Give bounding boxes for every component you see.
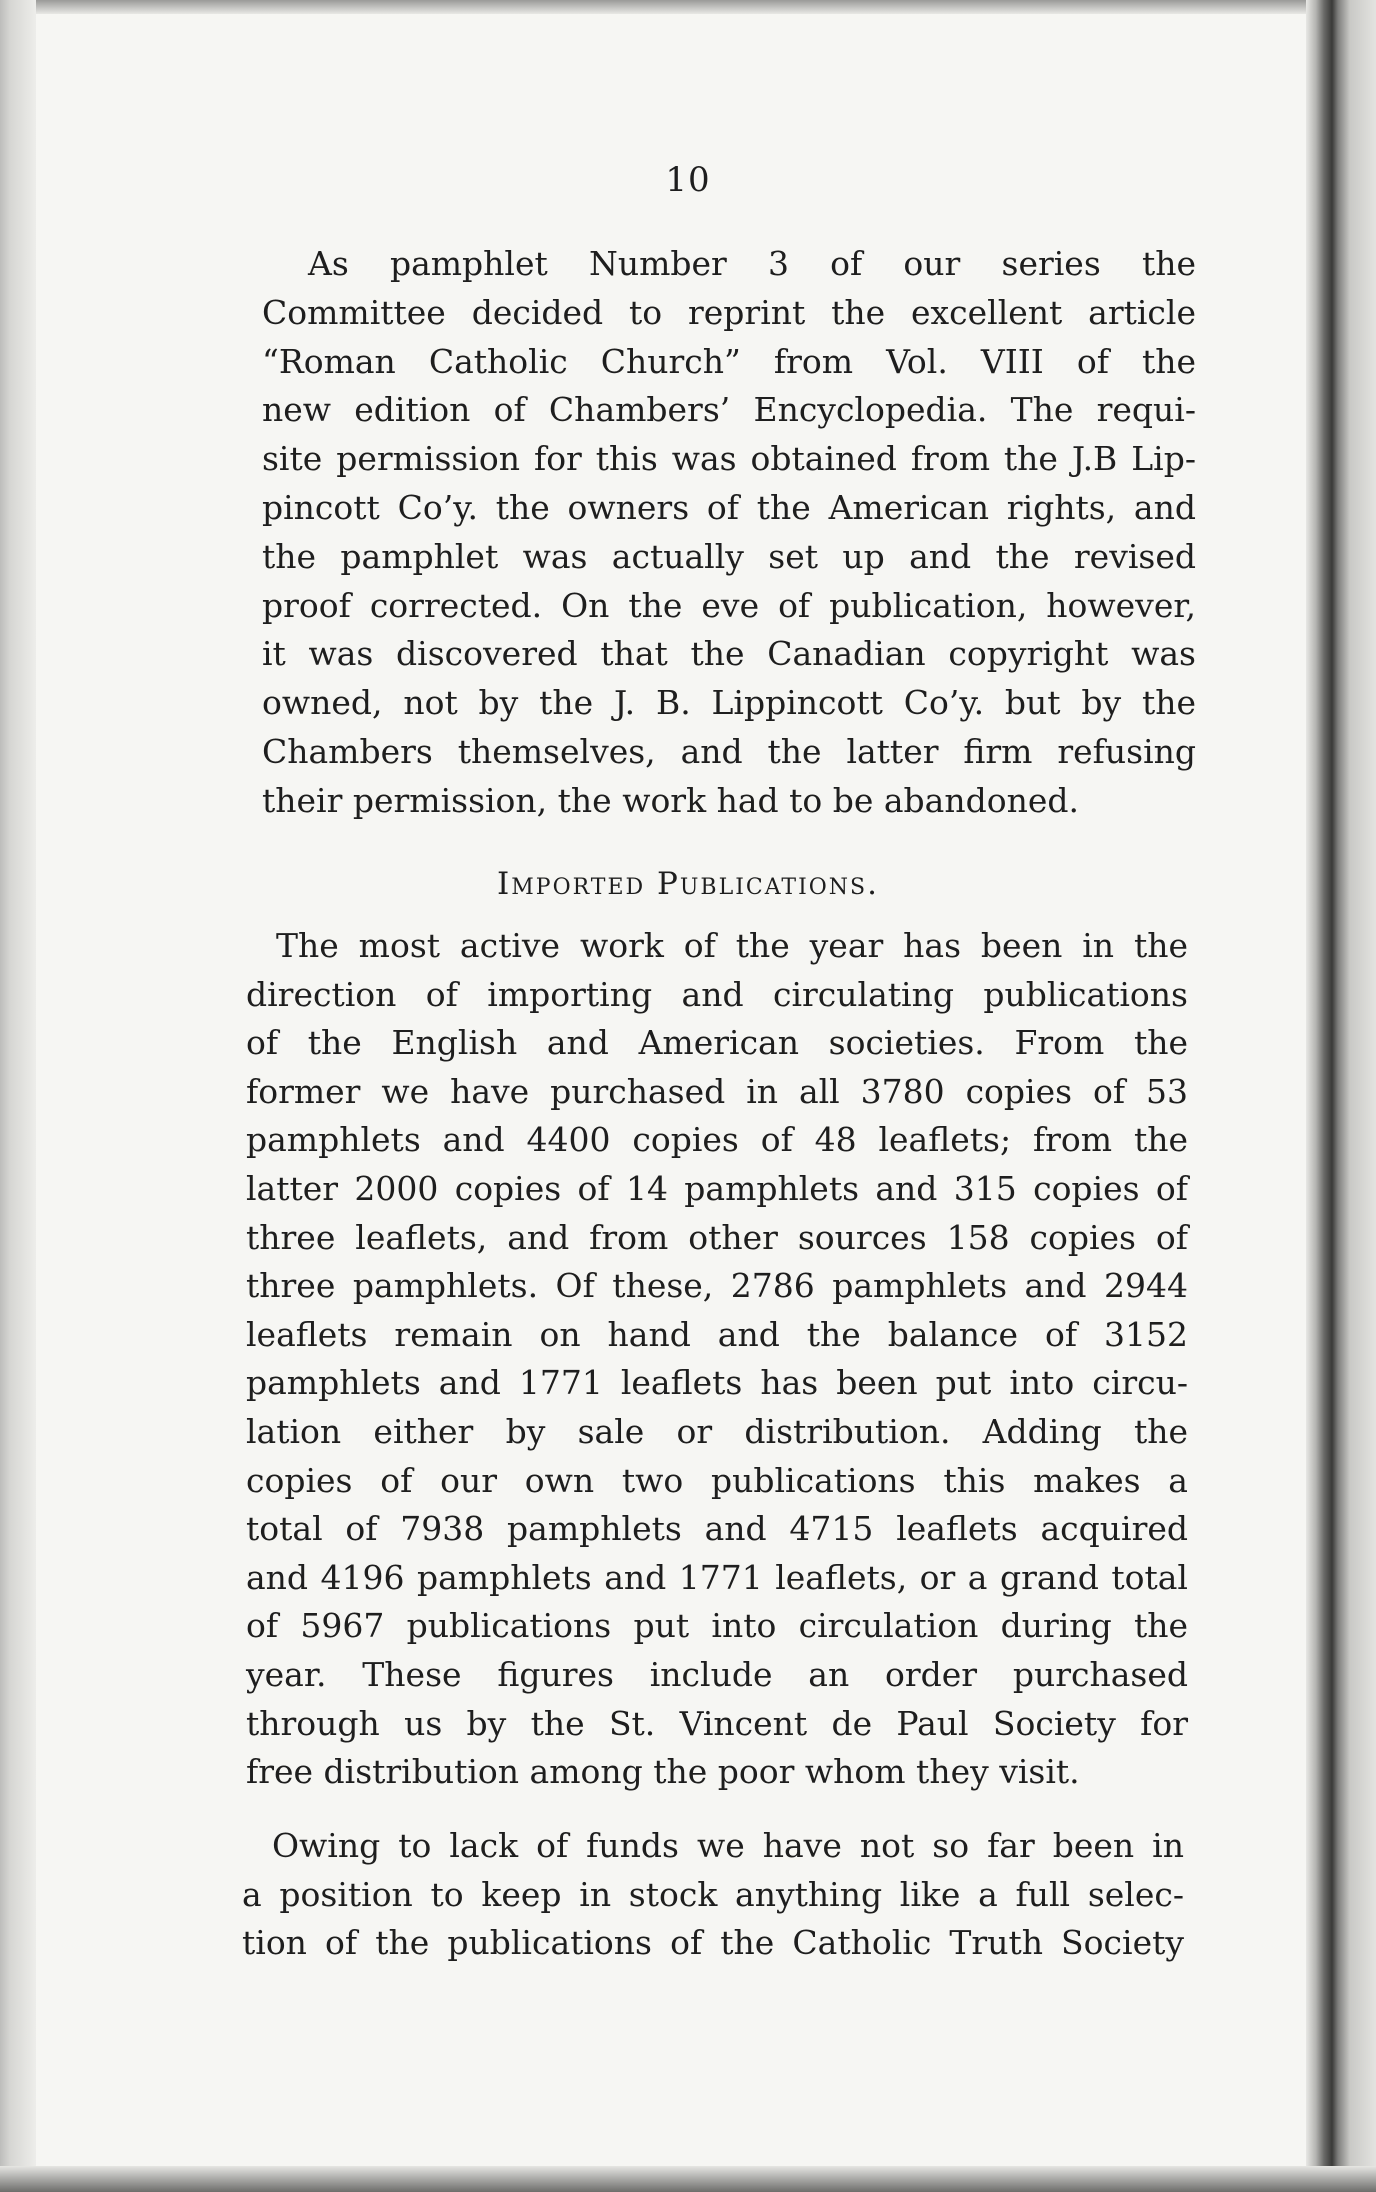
text-line: it was discovered that the Canadian copyright was	[262, 634, 1196, 674]
text-line: lation either by sale or distribution. Adding the	[246, 1412, 1188, 1451]
text-line: of the English and American societies. From the	[246, 1023, 1188, 1063]
text-line: tion of the publications of the Catholic Truth Society	[242, 1923, 1184, 1962]
text-line: The most active work of the year has been in the	[276, 926, 1188, 965]
text-line: a position to keep in stock anything like a full selec-	[242, 1874, 1184, 1914]
text-line: latter 2000 copies of 14 pamphlets and 315 copies of	[246, 1169, 1188, 1208]
page-number: 10	[665, 160, 711, 200]
page-binding-edge	[1306, 0, 1376, 2192]
text-line: year. These figures include an order purchased	[246, 1655, 1188, 1694]
text-line: Chambers themselves, and the latter firm refusing	[262, 732, 1196, 771]
text-line: free distribution among the poor whom they visit.	[246, 1752, 1080, 1792]
page-top-edge	[0, 0, 1376, 14]
text-line: their permission, the work had to be abandoned.	[262, 780, 1079, 820]
text-line: site permission for this was obtained from the J.B Lip-	[262, 439, 1196, 479]
text-line: of 5967 publications put into circulation during the	[246, 1606, 1188, 1646]
text-line: total of 7938 pamphlets and 4715 leaflets acquired	[246, 1509, 1188, 1549]
text-line: pamphlets and 4400 copies of 48 leaflets; from the	[246, 1120, 1188, 1160]
page-left-edge	[0, 0, 36, 2192]
text-line: three pamphlets. Of these, 2786 pamphlets and 2944	[246, 1266, 1188, 1306]
text-line: pamphlets and 1771 leaflets has been put into circu-	[246, 1363, 1188, 1403]
text-line: pincott Co’y. the owners of the American rights, and	[262, 488, 1196, 527]
text-line: through us by the St. Vincent de Paul Society for	[246, 1703, 1188, 1743]
text-line: copies of our own two publications this makes a	[246, 1460, 1188, 1500]
text-line: Owing to lack of funds we have not so far been in	[272, 1826, 1184, 1865]
text-line: owned, not by the J. B. Lippincott Co’y. but by the	[262, 683, 1196, 723]
text-line: proof corrected. On the eve of publication, however,	[262, 585, 1196, 625]
page-bottom-edge	[0, 2166, 1376, 2192]
text-line: Committee decided to reprint the excellent article	[262, 292, 1196, 332]
text-line: new edition of Chambers’ Encyclopedia. The requi-	[262, 390, 1196, 430]
text-line: “Roman Catholic Church” from Vol. VIII of the	[262, 341, 1196, 381]
section-heading: Imported Publications.	[497, 866, 879, 902]
text-line: direction of importing and circulating publications	[246, 974, 1188, 1014]
text-line: As pamphlet Number 3 of our series the	[308, 244, 1196, 283]
text-line: leaflets remain on hand and the balance of 3152	[246, 1314, 1188, 1354]
text-line: former we have purchased in all 3780 copies of 53	[246, 1071, 1188, 1111]
text-line: the pamphlet was actually set up and the revised	[262, 536, 1196, 576]
text-line: three leaflets, and from other sources 158 copies of	[246, 1217, 1188, 1257]
text-line: and 4196 pamphlets and 1771 leaflets, or a grand total	[246, 1557, 1188, 1597]
